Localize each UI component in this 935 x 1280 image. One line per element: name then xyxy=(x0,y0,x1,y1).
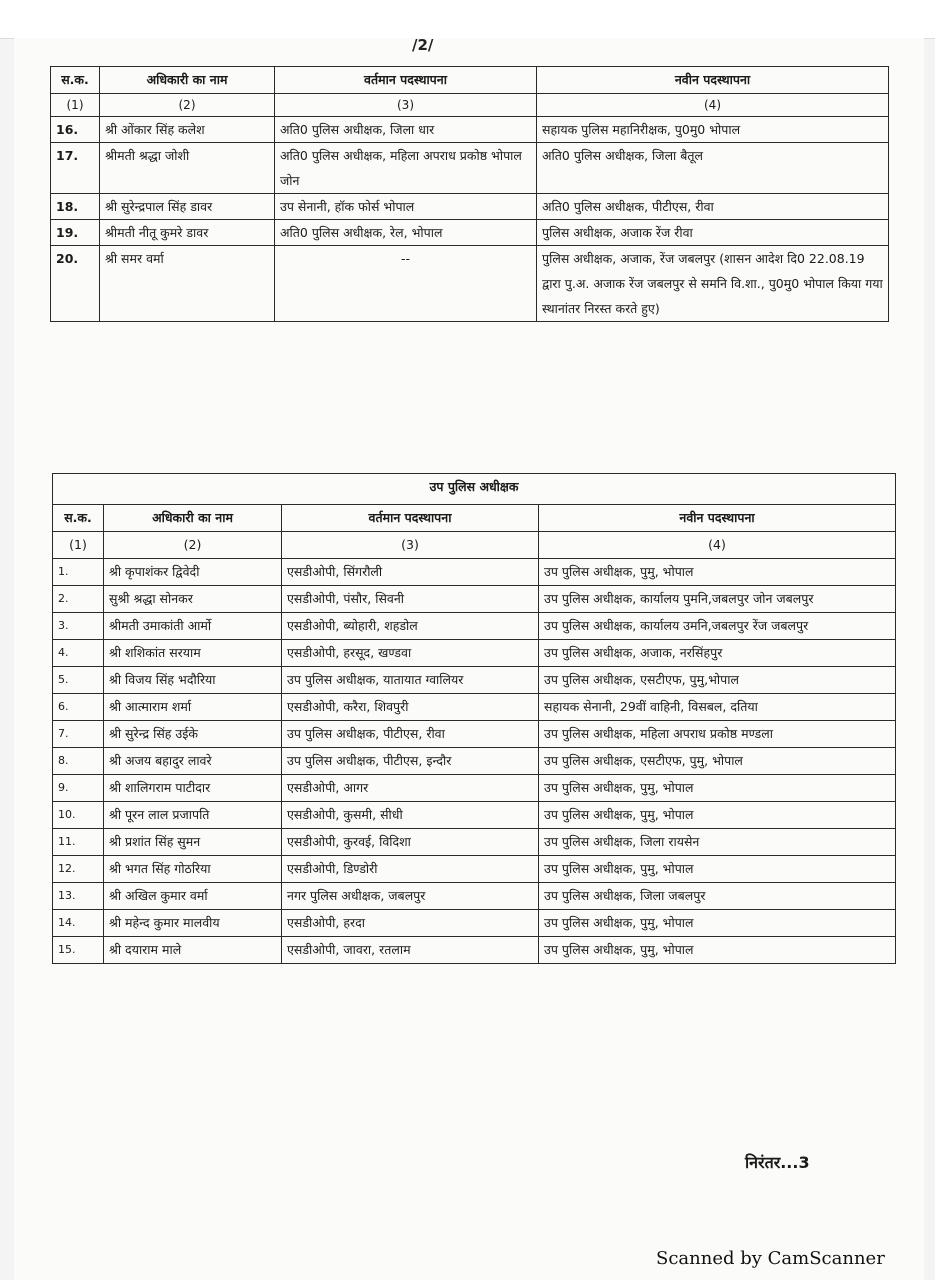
serial-cell: 5. xyxy=(53,667,104,694)
current-posting-cell: एसडीओपी, करैरा, शिवपुरी xyxy=(282,694,539,721)
current-posting-cell: एसडीओपी, पंसौर, सिवनी xyxy=(282,586,539,613)
current-posting-cell: उप सेनानी, हॉक फोर्स भोपाल xyxy=(275,194,537,220)
table-row xyxy=(53,856,896,883)
officer-name-cell: श्री प्रशांत सिंह सुमन xyxy=(104,829,282,856)
header-serial: स.क. xyxy=(53,505,104,532)
officer-name-cell: श्री शशिकांत सरयाम xyxy=(104,640,282,667)
current-posting-cell: एसडीओपी, हरदा xyxy=(282,910,539,937)
new-posting-cell: उप पुलिस अधीक्षक, अजाक, नरसिंहपुर xyxy=(539,640,896,667)
transfer-table-additional-sp xyxy=(50,66,889,322)
new-posting-cell: पुलिस अधीक्षक, अजाक, रेंज जबलपुर (शासन आदेश दि0 22.08.19 द्वारा पु.अ. अजाक रेंज जबलपुर से समनि वि.शा., पु0मु0 भोपाल किया गया स्थानांतर निरस्त करते हुए) xyxy=(537,246,889,322)
new-posting-cell: उप पुलिस अधीक्षक, जिला जबलपुर xyxy=(539,883,896,910)
col-number: (2) xyxy=(104,532,282,559)
serial-cell: 12. xyxy=(53,856,104,883)
serial-cell: 4. xyxy=(53,640,104,667)
header-current-posting: वर्तमान पदस्थापना xyxy=(275,67,537,94)
table-row xyxy=(53,559,896,586)
page-number: /2/ xyxy=(412,36,434,54)
serial-cell: 11. xyxy=(53,829,104,856)
scanner-watermark: Scanned by CamScanner xyxy=(656,1248,885,1269)
transfer-table-deputy-sp xyxy=(52,473,896,964)
col-number: (3) xyxy=(275,94,537,117)
officer-name-cell: श्री सुरेन्द्रपाल सिंह डावर xyxy=(100,194,275,220)
serial-cell: 10. xyxy=(53,802,104,829)
new-posting-cell: उप पुलिस अधीक्षक, जिला रायसेन xyxy=(539,829,896,856)
header-new-posting: नवीन पदस्थापना xyxy=(539,505,896,532)
table-row xyxy=(53,937,896,964)
serial-cell: 1. xyxy=(53,559,104,586)
table-row xyxy=(51,246,889,322)
officer-name-cell: श्री सुरेन्द्र सिंह उईके xyxy=(104,721,282,748)
table-row xyxy=(53,667,896,694)
serial-cell: 20. xyxy=(51,246,100,322)
serial-cell: 15. xyxy=(53,937,104,964)
current-posting-cell: -- xyxy=(275,246,537,322)
col-number: (2) xyxy=(100,94,275,117)
new-posting-cell: उप पुलिस अधीक्षक, पुमु, भोपाल xyxy=(539,937,896,964)
serial-cell: 17. xyxy=(51,143,100,194)
table-row xyxy=(53,748,896,775)
serial-cell: 14. xyxy=(53,910,104,937)
officer-name-cell: श्री कृपाशंकर द्विवेदी xyxy=(104,559,282,586)
serial-cell: 6. xyxy=(53,694,104,721)
new-posting-cell: उप पुलिस अधीक्षक, पुमु, भोपाल xyxy=(539,910,896,937)
new-posting-cell: उप पुलिस अधीक्षक, एसटीएफ, पुमु, भोपाल xyxy=(539,748,896,775)
officer-name-cell: श्री दयाराम माले xyxy=(104,937,282,964)
table-caption: उप पुलिस अधीक्षक xyxy=(53,474,896,505)
current-posting-cell: उप पुलिस अधीक्षक, यातायात ग्वालियर xyxy=(282,667,539,694)
current-posting-cell: एसडीओपी, आगर xyxy=(282,775,539,802)
current-posting-cell: नगर पुलिस अधीक्षक, जबलपुर xyxy=(282,883,539,910)
officer-name-cell: सुश्री श्रद्धा सोनकर xyxy=(104,586,282,613)
serial-cell: 9. xyxy=(53,775,104,802)
serial-cell: 2. xyxy=(53,586,104,613)
current-posting-cell: उप पुलिस अधीक्षक, पीटीएस, रीवा xyxy=(282,721,539,748)
new-posting-cell: उप पुलिस अधीक्षक, पुमु, भोपाल xyxy=(539,856,896,883)
col-number: (1) xyxy=(53,532,104,559)
officer-name-cell: श्रीमती नीतू कुमरे डावर xyxy=(100,220,275,246)
new-posting-cell: उप पुलिस अधीक्षक, कार्यालय उमनि,जबलपुर रेंज जबलपुर xyxy=(539,613,896,640)
serial-cell: 7. xyxy=(53,721,104,748)
officer-name-cell: श्री विजय सिंह भदौरिया xyxy=(104,667,282,694)
current-posting-cell: अति0 पुलिस अधीक्षक, जिला धार xyxy=(275,117,537,143)
table-row xyxy=(53,721,896,748)
header-new-posting: नवीन पदस्थापना xyxy=(537,67,889,94)
table-row xyxy=(53,910,896,937)
col-number: (4) xyxy=(537,94,889,117)
current-posting-cell: एसडीओपी, ब्योहारी, शहडोल xyxy=(282,613,539,640)
new-posting-cell: अति0 पुलिस अधीक्षक, पीटीएस, रीवा xyxy=(537,194,889,220)
new-posting-cell: सहायक पुलिस महानिरीक्षक, पु0मु0 भोपाल xyxy=(537,117,889,143)
table-row xyxy=(53,613,896,640)
current-posting-cell: उप पुलिस अधीक्षक, पीटीएस, इन्दौर xyxy=(282,748,539,775)
current-posting-cell: एसडीओपी, हरसूद, खण्डवा xyxy=(282,640,539,667)
officer-name-cell: श्रीमती उमाकांती आर्मो xyxy=(104,613,282,640)
new-posting-cell: उप पुलिस अधीक्षक, पुमु, भोपाल xyxy=(539,802,896,829)
officer-name-cell: श्री शालिगराम पाटीदार xyxy=(104,775,282,802)
current-posting-cell: एसडीओपी, कुरवई, विदिशा xyxy=(282,829,539,856)
officer-name-cell: श्री अखिल कुमार वर्मा xyxy=(104,883,282,910)
current-posting-cell: एसडीओपी, डिण्डोरी xyxy=(282,856,539,883)
col-number: (4) xyxy=(539,532,896,559)
current-posting-cell: एसडीओपी, जावरा, रतलाम xyxy=(282,937,539,964)
col-number: (3) xyxy=(282,532,539,559)
current-posting-cell: अति0 पुलिस अधीक्षक, महिला अपराध प्रकोष्ठ भोपाल जोन xyxy=(275,143,537,194)
serial-cell: 16. xyxy=(51,117,100,143)
col-number: (1) xyxy=(51,94,100,117)
new-posting-cell: उप पुलिस अधीक्षक, एसटीएफ, पुमु,भोपाल xyxy=(539,667,896,694)
current-posting-cell: एसडीओपी, कुसमी, सीधी xyxy=(282,802,539,829)
officer-name-cell: श्री महेन्द कुमार मालवीय xyxy=(104,910,282,937)
new-posting-cell: उप पुलिस अधीक्षक, कार्यालय पुमनि,जबलपुर जोन जबलपुर xyxy=(539,586,896,613)
table-row xyxy=(53,775,896,802)
new-posting-cell: उप पुलिस अधीक्षक, पुमु, भोपाल xyxy=(539,559,896,586)
table-row xyxy=(53,640,896,667)
table-row xyxy=(53,586,896,613)
new-posting-cell: पुलिस अधीक्षक, अजाक रेंज रीवा xyxy=(537,220,889,246)
officer-name-cell: श्री पूरन लाल प्रजापति xyxy=(104,802,282,829)
officer-name-cell: श्री समर वर्मा xyxy=(100,246,275,322)
header-officer-name: अधिकारी का नाम xyxy=(104,505,282,532)
table-row xyxy=(53,802,896,829)
header-current-posting: वर्तमान पदस्थापना xyxy=(282,505,539,532)
serial-cell: 8. xyxy=(53,748,104,775)
table-row xyxy=(53,883,896,910)
new-posting-cell: उप पुलिस अधीक्षक, महिला अपराध प्रकोष्ठ मण्डला xyxy=(539,721,896,748)
officer-name-cell: श्री भगत सिंह गोठरिया xyxy=(104,856,282,883)
viewer-top-bar xyxy=(0,0,935,39)
header-officer-name: अधिकारी का नाम xyxy=(100,67,275,94)
officer-name-cell: श्री ओंकार सिंह कलेश xyxy=(100,117,275,143)
officer-name-cell: श्रीमती श्रद्धा जोशी xyxy=(100,143,275,194)
current-posting-cell: एसडीओपी, सिंगरौली xyxy=(282,559,539,586)
serial-cell: 3. xyxy=(53,613,104,640)
officer-name-cell: श्री अजय बहादुर लावरे xyxy=(104,748,282,775)
table-row xyxy=(51,220,889,246)
officer-name-cell: श्री आत्माराम शर्मा xyxy=(104,694,282,721)
serial-cell: 19. xyxy=(51,220,100,246)
table-row xyxy=(51,143,889,194)
continued-label: निरंतर...3 xyxy=(745,1153,810,1172)
header-serial: स.क. xyxy=(51,67,100,94)
table-row xyxy=(53,694,896,721)
new-posting-cell: सहायक सेनानी, 29वीं वाहिनी, विसबल, दतिया xyxy=(539,694,896,721)
serial-cell: 13. xyxy=(53,883,104,910)
table-row xyxy=(51,194,889,220)
new-posting-cell: अति0 पुलिस अधीक्षक, जिला बैतूल xyxy=(537,143,889,194)
table-row xyxy=(51,117,889,143)
serial-cell: 18. xyxy=(51,194,100,220)
table-row xyxy=(53,829,896,856)
current-posting-cell: अति0 पुलिस अधीक्षक, रेल, भोपाल xyxy=(275,220,537,246)
new-posting-cell: उप पुलिस अधीक्षक, पुमु, भोपाल xyxy=(539,775,896,802)
